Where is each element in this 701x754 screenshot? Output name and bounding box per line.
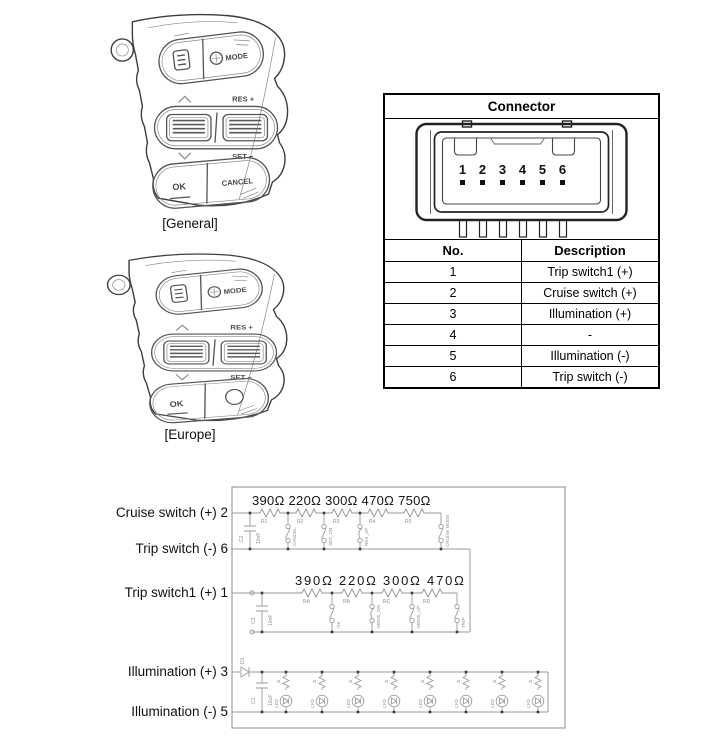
- switch-bezel: [132, 15, 287, 206]
- pin-no: 6: [384, 367, 522, 389]
- capacitor-value: 10uF: [268, 694, 274, 706]
- switch-label: OK: [336, 621, 341, 628]
- col-header-description: Description: [522, 240, 660, 262]
- general-caption: [General]: [162, 216, 218, 231]
- resistor-ref: R5: [405, 519, 412, 525]
- switch-label: SET_DN: [328, 527, 333, 546]
- pin-number: 1: [458, 162, 467, 177]
- table-row: [384, 367, 659, 389]
- led-branch: [310, 671, 328, 714]
- mode-label: MODE: [224, 50, 249, 63]
- europe-switch-illustration: [84, 248, 340, 428]
- pin-numbers: [459, 162, 566, 177]
- capacitor: [251, 672, 274, 712]
- capacitor: [251, 593, 274, 632]
- pin-description: Illumination (-): [522, 346, 660, 367]
- resistor-ref: RB: [343, 599, 350, 605]
- led-branch: [526, 671, 544, 714]
- trip-resistor-values: 390Ω 220Ω 300Ω 470Ω: [295, 573, 466, 588]
- schematic-border: [232, 487, 565, 728]
- led-branch: [490, 671, 508, 714]
- switch-ok: [330, 593, 342, 632]
- switch-label: CRUISE MODE: [445, 514, 450, 547]
- branch-led-label: LED: [454, 699, 459, 708]
- led-branch: [454, 671, 472, 714]
- switch-bezel: [129, 254, 287, 421]
- europe-caption: [Europe]: [164, 427, 216, 442]
- switch-label: CANCEL: [292, 527, 297, 546]
- cancel-label: CANCEL: [221, 176, 254, 188]
- branch-led-label: LED: [346, 699, 351, 708]
- switch-move-dn: [370, 593, 381, 632]
- table-row: [384, 283, 659, 304]
- led-branch: [382, 671, 400, 714]
- switch-cruise-mode: [439, 513, 451, 549]
- branch-resistor-label: R: [493, 679, 497, 684]
- connector-title: Connector: [384, 94, 659, 119]
- connector-drawing: [385, 120, 658, 238]
- mount-ear: [108, 275, 131, 294]
- capacitor-ref: C2: [239, 535, 245, 542]
- pin-description: -: [522, 325, 660, 346]
- pin-number: 6: [558, 162, 567, 177]
- connector-drawing-cell: [384, 119, 659, 240]
- col-header-no: No.: [384, 240, 522, 262]
- branch-led-label: LED: [274, 699, 279, 708]
- pin-description: Cruise switch (+): [522, 283, 660, 304]
- diode: [240, 657, 249, 677]
- set-label: SET −: [232, 151, 254, 161]
- net-label-illum-plus: Illumination (+) 3: [127, 664, 228, 679]
- mode-label: MODE: [223, 286, 248, 296]
- branch-resistor-label: R: [421, 679, 425, 684]
- table-row: [384, 325, 659, 346]
- branch-resistor-label: R: [457, 679, 461, 684]
- switch-set-dn: [322, 513, 334, 549]
- pin-no: 1: [384, 262, 522, 283]
- pin-no: 3: [384, 304, 522, 325]
- branch-led-label: LED: [526, 699, 531, 708]
- pin-number: 3: [498, 162, 507, 177]
- pin-number: 2: [478, 162, 487, 177]
- table-row: [384, 304, 659, 325]
- pin-description: Trip switch1 (+): [522, 262, 660, 283]
- pin-squares: [460, 180, 565, 185]
- resistor-ref: R1: [261, 519, 268, 525]
- switch-label: MOVE_UP: [416, 605, 421, 628]
- table-row: [384, 346, 659, 367]
- net-label-cruise-plus: Cruise switch (+) 2: [115, 505, 228, 520]
- pin-number: 4: [518, 162, 527, 177]
- circuit-schematic: [0, 480, 701, 754]
- switch-trip: [455, 593, 467, 632]
- connector-panel: [383, 93, 660, 389]
- branch-resistor-label: R: [529, 679, 533, 684]
- set-label: SET −: [230, 374, 252, 382]
- switch-cancel: [286, 513, 298, 549]
- pin-description: Illumination (+): [522, 304, 660, 325]
- res-label: RES +: [232, 94, 255, 104]
- branch-resistor-label: R: [385, 679, 389, 684]
- pin-no: 4: [384, 325, 522, 346]
- pin-no: 5: [384, 346, 522, 367]
- ok-label: OK: [169, 398, 184, 409]
- resistor-ref: R3: [333, 519, 340, 525]
- switch-label: TRIP: [461, 617, 466, 628]
- resistor-ref: RC: [383, 599, 391, 605]
- resistor-ref: R4: [369, 519, 376, 525]
- branch-resistor-label: R: [313, 679, 317, 684]
- led-branch: [418, 671, 436, 714]
- connector-table: [383, 93, 660, 389]
- led-branch: [274, 671, 292, 714]
- branch-resistor-label: R: [349, 679, 353, 684]
- trip-row: [232, 573, 470, 634]
- capacitor-ref: C3: [251, 617, 257, 624]
- table-row: [384, 262, 659, 283]
- net-label-illum-minus: Illumination (-) 5: [131, 704, 228, 719]
- res-label: RES +: [230, 324, 253, 332]
- mount-ear: [111, 39, 133, 61]
- switch-label: MOVE_DN: [376, 605, 381, 628]
- switch-res-up: [358, 513, 369, 549]
- diode-ref: D1: [240, 657, 246, 664]
- general-switch-illustration: [88, 6, 340, 216]
- capacitor-value: 10nF: [256, 532, 262, 544]
- capacitor: [239, 513, 262, 549]
- branch-led-label: LED: [382, 699, 387, 708]
- net-label-trip1-plus: Trip switch1 (+) 1: [124, 585, 228, 600]
- branch-resistor-label: R: [277, 679, 281, 684]
- capacitor-ref: C1: [251, 697, 257, 704]
- pin-no: 2: [384, 283, 522, 304]
- net-label-trip-minus: Trip switch (-) 6: [135, 541, 228, 556]
- resistor-ref: RA: [303, 599, 310, 605]
- branch-led-label: LED: [418, 699, 423, 708]
- pin-number: 5: [538, 162, 547, 177]
- resistor-ref: RD: [423, 599, 431, 605]
- led-branch: [346, 671, 364, 714]
- illumination-row: [232, 657, 548, 713]
- capacitor-value: 10nF: [268, 614, 274, 626]
- pin-description: Trip switch (-): [522, 367, 660, 389]
- resistor-ref: R2: [297, 519, 304, 525]
- switch-move-up: [410, 593, 422, 632]
- branch-led-label: LED: [490, 699, 495, 708]
- branch-led-label: LED: [310, 699, 315, 708]
- switch-label: RES_UP: [364, 527, 369, 546]
- ok-label: OK: [171, 181, 187, 193]
- cruise-resistor-values: 390Ω 220Ω 300Ω 470Ω 750Ω: [252, 493, 431, 508]
